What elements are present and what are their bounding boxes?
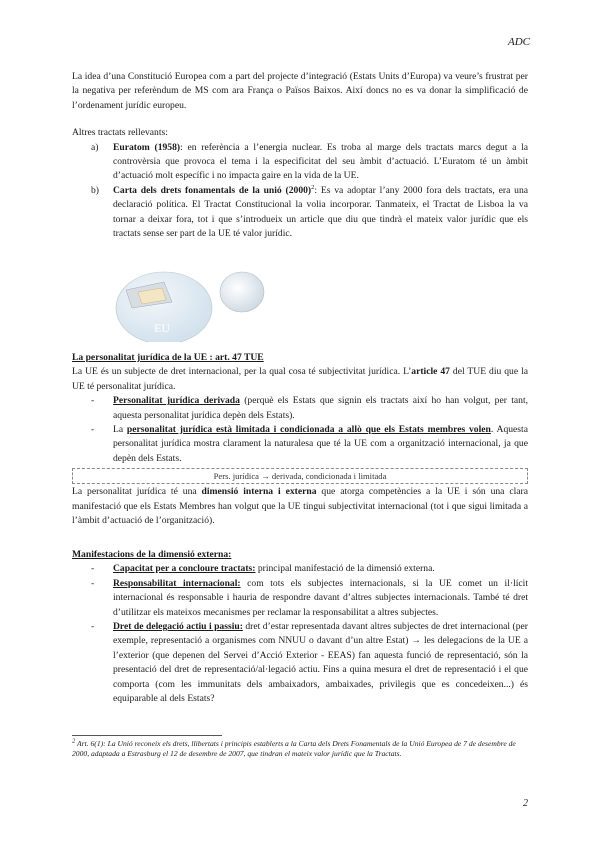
item-title: Personalitat jurídica derivada (113, 395, 240, 407)
personality-item-derived (72, 394, 528, 423)
footnote-text: Art. 6(1): La Unió reconeix els drets, llibertats i principis establerts a la Carta dels Drets Fonamentals de la Unió Europea de 7 de desembre de 2000, adaptada a Estrasburg el 12 de desembre de 2007, que tindran el mateix valor jurídic que la Tractats. (72, 739, 516, 758)
dash-marker: - (91, 395, 95, 407)
item-text: principal manifestació de la dimensió externa. (255, 563, 435, 575)
personality-heading: La personalitat jurídica de la UE : art. 47 TUE (72, 352, 264, 363)
personality-section (72, 351, 528, 528)
treaty-title: Euratom (1958) (113, 141, 181, 153)
item-text: com tots els subjectes internacionals, si la UE comet un il·lícit internacional és responsable i hauria de respondre davant d’altres subjectes internacionals. També té dret d’utilitzar els mateixos mecanismes per reclamar la responsabilitat a altres subjectes. (113, 577, 528, 618)
page-number: 2 (523, 798, 528, 809)
personality-paragraph-1 (72, 365, 528, 394)
eu-label: EU (154, 321, 170, 335)
list-marker: a) (91, 141, 99, 153)
external-dimension-section (72, 548, 528, 706)
text-run: La UE és un subjecte de dret internacional, per la qual cosa té subjectivitat jurídica. L’ (72, 366, 412, 378)
intro-section (72, 70, 528, 241)
treaty-title: Carta dels drets fonamentals de la unió (2000) (113, 184, 312, 196)
summary-box: Pers. jurídica → derivada, condicionada i limitada (72, 468, 528, 484)
footnote-separator (72, 735, 222, 736)
item-text: . Aquesta personalitat jurídica mostra clarament la naturalesa que té la UE com a organització internacional, ja que depèn dels Estats. (113, 424, 528, 464)
footnote (72, 739, 528, 759)
item-text: (perquè els Estats que signin els tractats així ho han volgut, per tant, aquesta personalitat jurídica depèn dels Estats). (113, 395, 529, 421)
dash-marker: - (91, 621, 95, 633)
intro-paragraph: La idea d’una Constitució Europea com a part del projecte d’integració (Estats Units d’Europa) va veure’s frustrat per la negativa per referèndum de MS com ara França o Països Baixos. Així doncs no es va donar la simplificació de l’ordenament jurídic europeu. (72, 71, 528, 111)
text-run: La personalitat jurídica té una (72, 486, 202, 498)
personality-item-limited (72, 423, 528, 466)
text-run: del TUE diu que la UE té personalitat jurídica. (72, 366, 528, 392)
treaties-heading: Altres tractats rellevants: (72, 127, 168, 139)
treaty-text: : Es va adoptar l’any 2000 fora dels tractats, era una declaració política. El Tractat Constitucional la volia incorporar. Tanmateix, el Tractat de Lisboa la va tornar a deixar fora, tot i que s’introdueix un article que diu que tindrà el mateix valor jurídic que els tractats sense ser part de la UE té valor jurídic. (113, 184, 528, 240)
dash-marker: - (91, 577, 95, 589)
footnote-number: 2 (72, 737, 76, 745)
treaty-text: : en referència a l’energia nuclear. Es troba al marge dels tractats marcs degut a la controvèrsia que provoca el tema i la especificitat del seu àmbit d’actuació. L’Euratom té un àmbit d’actuació molt específic i no impacta gaire en la vida de la UE. (113, 141, 529, 182)
personality-paragraph-2 (72, 485, 528, 528)
eu-sphere-diagram (92, 262, 272, 342)
item-title: Capacitat per a concloure tractats: (113, 563, 256, 575)
external-heading: Manifestacions de la dimensió externa: (72, 549, 232, 560)
text-run: que atorga competències a la UE i són una clara manifestació que els Estats Membres han volgut que la UE tingui subjectivitat internacional (tot i que sigui limitada a l’àmbit d’actuació de l’organització). (72, 486, 528, 527)
item-text: La (113, 424, 127, 436)
treaty-item-euratom (72, 141, 528, 184)
external-item-delegation (72, 620, 528, 706)
list-marker: b) (91, 184, 99, 196)
dash-marker: - (91, 424, 95, 436)
article-ref: article 47 (411, 366, 450, 378)
item-title: personalitat jurídica està limitada i condicionada a allò que els Estats membres volen (126, 424, 491, 436)
item-title: Responsabilitat internacional: (113, 577, 241, 589)
dash-marker: - (91, 563, 95, 575)
item-text: dret d’estar representada davant altres subjectes de dret internacional (per exemple, representació a organismes com NNUU o davant d’un altre Estat) → les delegacions de la UE a l’exterior (que depenen del Servei d’Acció Exterior - EEAS) fan aquesta funció de representació, són la presentació del dret de representació/al·legació actiu. Fins a quina mesura el dret de representació i el que comporta (com les immunitats dels ambaixadors, ambaixades, privilegis que es concedeixen...) és equiparable al dels Estats? (113, 621, 528, 705)
item-title: Dret de delegació actiu i passiu: (113, 621, 243, 633)
emphasis: dimensió interna i externa (201, 486, 317, 498)
header-initials: ADC (508, 36, 530, 48)
treaty-item-charter (72, 184, 528, 242)
footnote-ref: 2 (311, 183, 315, 191)
external-item-responsibility (72, 577, 528, 620)
small-sphere (220, 272, 264, 312)
external-item-treaties (72, 562, 528, 576)
